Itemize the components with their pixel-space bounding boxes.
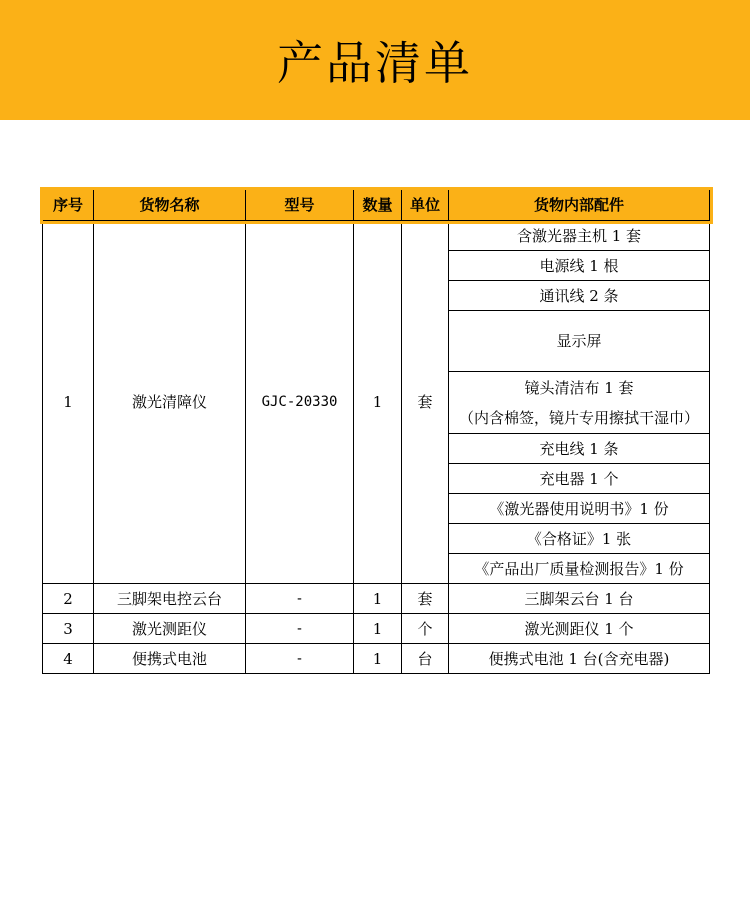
title-banner (0, 0, 750, 120)
row3-qty: 1 (354, 614, 402, 644)
row4-seq: 4 (43, 644, 94, 674)
row2-unit: 套 (402, 584, 449, 614)
table-row (43, 584, 710, 614)
row1-part: 显示屏 (449, 311, 710, 372)
row2-name: 三脚架电控云台 (94, 584, 246, 614)
header-unit: 单位 (402, 190, 449, 221)
row4-unit: 台 (402, 644, 449, 674)
row1-qty: 1 (354, 221, 402, 584)
row2-part: 三脚架云台 1 台 (449, 584, 710, 614)
row3-part: 激光测距仪 1 个 (449, 614, 710, 644)
header-model: 型号 (246, 190, 354, 221)
row4-part: 便携式电池 1 台(含充电器) (449, 644, 710, 674)
row1-part: 通讯线 2 条 (449, 281, 710, 311)
row3-model: - (246, 614, 354, 644)
page-title: 产品清单 (277, 36, 473, 90)
product-list-table (42, 189, 710, 674)
row1-name: 激光清障仪 (94, 221, 246, 584)
row4-model: - (246, 644, 354, 674)
row2-qty: 1 (354, 584, 402, 614)
row2-model: - (246, 584, 354, 614)
row1-part: 含激光器主机 1 套 (449, 221, 710, 251)
row1-part: 充电器 1 个 (449, 464, 710, 494)
product-list-table-wrapper (42, 189, 709, 674)
header-seq: 序号 (43, 190, 94, 221)
row2-seq: 2 (43, 584, 94, 614)
row3-unit: 个 (402, 614, 449, 644)
row4-name: 便携式电池 (94, 644, 246, 674)
row4-qty: 1 (354, 644, 402, 674)
row1-part: 充电线 1 条 (449, 434, 710, 464)
header-name: 货物名称 (94, 190, 246, 221)
header-row (43, 190, 710, 221)
row3-name: 激光测距仪 (94, 614, 246, 644)
row1-part: 电源线 1 根 (449, 251, 710, 281)
row1-part: 《合格证》1 张 (449, 524, 710, 554)
header-qty: 数量 (354, 190, 402, 221)
table-row (43, 614, 710, 644)
row1-part (449, 372, 710, 434)
row1-part-line: （内含棉签，镜片专用擦拭干湿巾） (458, 408, 699, 427)
row1-part: 《产品出厂质量检测报告》1 份 (449, 554, 710, 584)
row1-part: 《激光器使用说明书》1 份 (449, 494, 710, 524)
row1-unit: 套 (402, 221, 449, 584)
header-parts: 货物内部配件 (449, 190, 710, 221)
table-row (43, 221, 710, 251)
table-row (43, 644, 710, 674)
row1-seq: 1 (43, 221, 94, 584)
row1-part-line: 镜头清洁布 1 套 (524, 378, 634, 397)
row3-seq: 3 (43, 614, 94, 644)
row1-model: GJC-20330 (246, 221, 354, 584)
